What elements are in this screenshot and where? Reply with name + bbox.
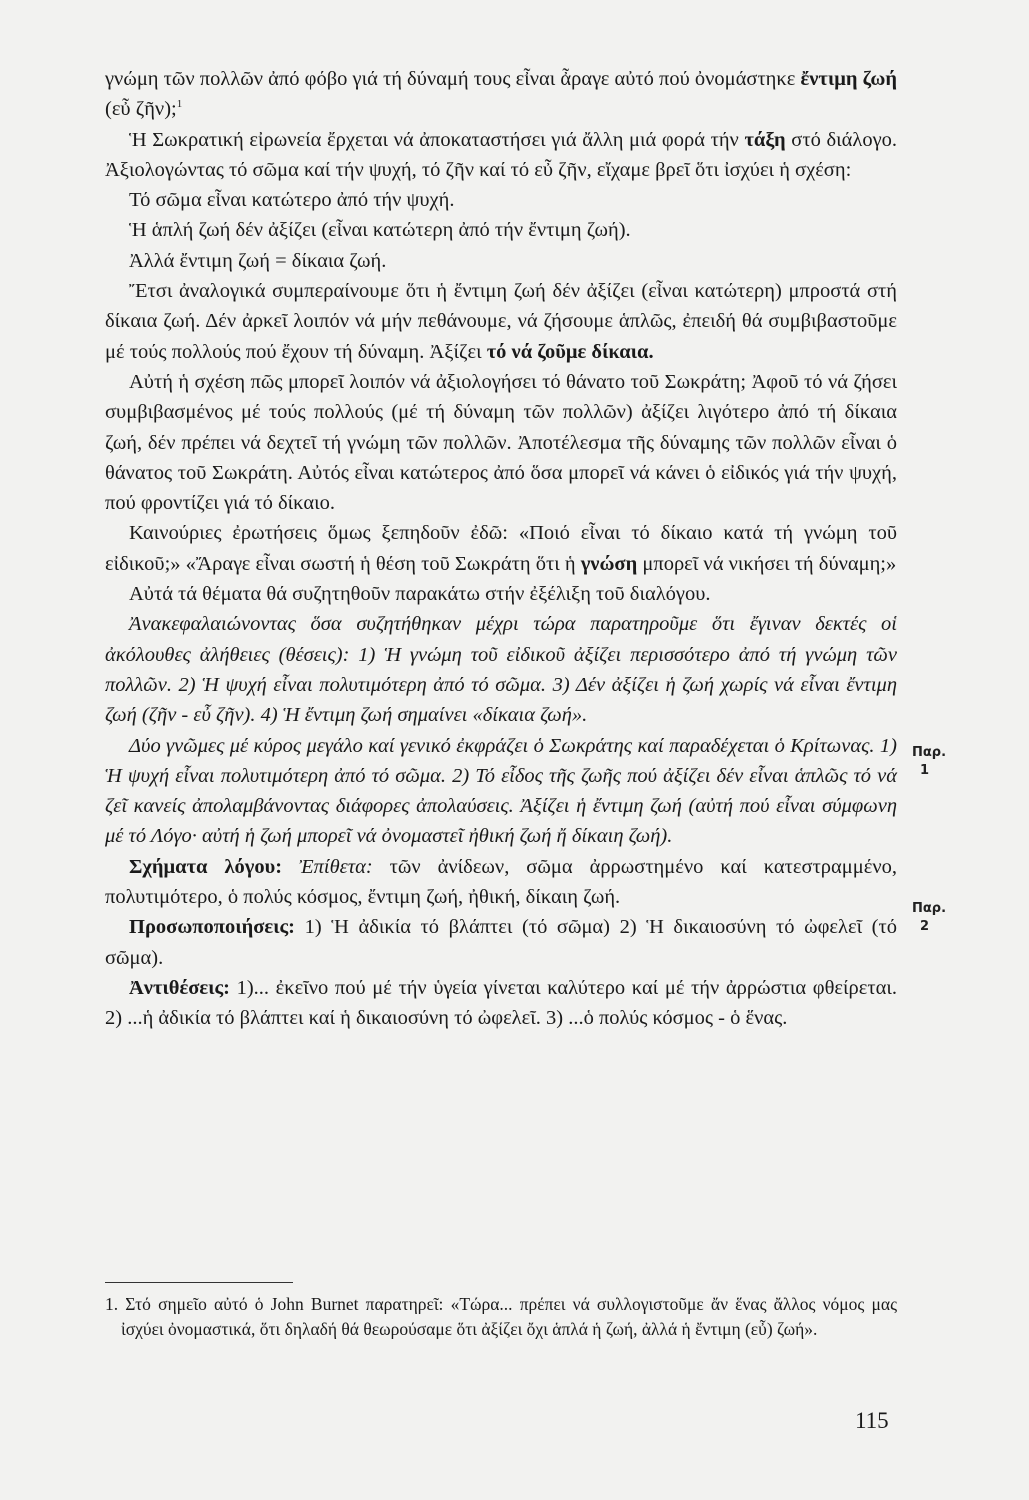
- relation-1: Τό σῶμα εἶναι κατώτερο ἀπό τήν ψυχή.: [129, 189, 455, 212]
- opinions-paragraph: [105, 731, 897, 852]
- main-text: [105, 64, 897, 1034]
- footnote-divider: [105, 1282, 293, 1283]
- text-run: μπορεῖ νά νικήσει τή δύναμη;»: [637, 552, 897, 575]
- margin-number: 2: [920, 919, 930, 934]
- paragraph-6: Αὐτά τά θέματα θά συζητηθοῦν παρακάτω στήν ἐξέλιξη τοῦ διαλόγου.: [129, 583, 711, 606]
- paragraph-4: Αὐτή ἡ σχέση πῶς μπορεῖ λοιπόν νά ἀξιολογήσει τό θάνατο τοῦ Σωκράτη; Ἀφοῦ τό νά ζήσει συμβιβασμένος μέ τούς πολλούς (μέ τή δύναμη τῶν πολλῶν) ἀξίζει λιγότερο ἀπό τή δίκαια ζωή, δέν πρέπει νά δεχτεῖ τή γνώμη τῶν πολλῶν. Ἀποτέλεσμα τῆς δύναμης τῶν πολλῶν εἶναι ὁ θάνατος τοῦ Σωκράτη. Αὐτός εἶναι κατώτερος ἀπό ὅσα μπορεῖ νά κάνει ὁ εἰδικός γιά τήν ψυχή, πού φροντίζει γιά τό δίκαιο.: [105, 370, 897, 515]
- bold-term: τάξη: [744, 128, 786, 151]
- text-run: (εὖ ζῆν);: [105, 98, 177, 121]
- margin-number: 1: [920, 763, 930, 778]
- bold-term: τό νά ζοῦμε δίκαια.: [486, 340, 654, 363]
- text-run: στό διάλογο. Ἀξιολογώντας τό σῶμα καί τήν ψυχή, τό ζῆν καί τό εὖ ζῆν, εἴχαμε βρεῖ ὅτι ἰσχύει ἡ σχέση:: [105, 128, 897, 181]
- bold-term: ἔντιμη ζωή: [800, 68, 897, 90]
- section-label: Σχήματα λόγου:: [129, 855, 283, 878]
- text-run: γνώμη τῶν πολλῶν ἀπό φόβο γιά τή δύναμή τους εἶναι ἆραγε αὐτό πού ὀνομάστηκε: [105, 68, 801, 90]
- section-label: Προσωποποιήσεις:: [129, 916, 296, 939]
- text-run: Ἡ Σωκρατική εἰρωνεία ἔρχεται νά ἀποκαταστήσει γιά ἄλλη μιά φορά τήν: [129, 128, 745, 151]
- text-run: 1) Ἡ ἀδικία τό βλάπτει (τό σῶμα) 2) Ἡ δικαιοσύνη τό ὠφελεῖ (τό σῶμα).: [105, 916, 897, 969]
- summary-paragraph: [105, 609, 897, 730]
- text-run: Ἔτσι ἀναλογικά συμπεραίνουμε ὅτι ἡ ἔντιμη ζωή δέν ἀξίζει (εἶναι κατώτερη) μπροστά στή δίκαια ζωή. Δέν ἀρκεῖ λοιπόν νά μήν πεθάνουμε, νά ζήσουμε ἁπλῶς, ἐπειδή θά συμβιβαστοῦμε μέ τούς πολλούς πού ἔχουν τή δύναμη. Ἀξίζει: [105, 280, 897, 363]
- italic-text: Δύο γνῶμες μέ κύρος μεγάλο καί γενικό ἐκφράζει ὁ Σωκράτης καί παραδέχεται ὁ Κρίτωνας. 1) Ἡ ψυχή εἶναι πολυτιμότερη ἀπό τό σῶμα. 2) Τό εἶδος τῆς ζωῆς πού ἀξίζει δέν εἶναι ἁπλῶς τό νά ζεῖ κανείς ἀπολαμβάνοντας διάφορες ἀπολαύσεις. Ἀξίζει ἡ ἔντιμη ζωή (αὐτή πού εἶναι σύμφωνη μέ τό Λόγο· αὐτή ἡ ζωή μπορεῖ νά ὀνομαστεῖ ἠθική ζωή ἤ δίκαιη ζωή).: [105, 734, 897, 848]
- text-run: Καινούριες ἐρωτήσεις ὅμως ξεπηδοῦν ἐδῶ: «Ποιό εἶναι τό δίκαιο κατά τή γνώμη τοῦ εἰδικοῦ;» «Ἄραγε εἶναι σωστή ἡ θέση τοῦ Σωκράτη ὅτι ἡ: [105, 522, 897, 575]
- relation-3: Ἀλλά ἔντιμη ζωή = δίκαια ζωή.: [129, 249, 387, 272]
- page-number: 115: [855, 1408, 889, 1433]
- paragraph-5: [105, 518, 897, 579]
- text-run: 1)... ἐκεῖνο πού μέ τήν ὑγεία γίνεται καλύτερο καί μέ τήν ἀρρώστια φθείρεται. 2) ...ἡ ἀδικία τό βλάπτει καί ἡ δικαιοσύνη τό ὠφελεῖ. 3) ...ὁ πολύς κόσμος - ὁ ἕνας.: [105, 976, 897, 1030]
- antitheses: [105, 973, 897, 1034]
- margin-label: Παρ.: [912, 745, 947, 760]
- margin-label: Παρ.: [912, 901, 947, 916]
- paragraph-1: [105, 64, 897, 125]
- section-label: Ἀντιθέσεις:: [129, 976, 230, 999]
- paragraph-3: [105, 276, 897, 367]
- personifications: [105, 912, 897, 973]
- footnote-ref[interactable]: 1: [176, 98, 183, 111]
- figures-of-speech: [105, 852, 897, 913]
- relation-2: Ἡ ἁπλή ζωή δέν ἀξίζει (εἶναι κατώτερη ἀπό τήν ἔντιμη ζωή).: [129, 219, 631, 242]
- margin-note-2: [912, 900, 972, 936]
- footnote-text: 1. Στό σημεῖο αὐτό ὁ John Burnet παρατηρεῖ: «Τώρα... πρέπει νά συλλογιστοῦμε ἄν ἕνας ἄλλος νόμος μας ἰσχύει ὀνομαστικά, ὅτι δηλαδή θά θεωρούσαμε ὅτι ἀξίζει ὄχι ἁπλά ἡ ζωή, ἀλλά ἡ ἔντιμη (εὖ) ζωή».: [105, 1294, 897, 1339]
- italic-label: Ἐπίθετα:: [299, 855, 373, 878]
- paragraph-2: [105, 125, 897, 186]
- bold-term: γνώση: [580, 552, 638, 575]
- margin-note-1: [912, 744, 972, 780]
- footnote: [105, 1292, 897, 1341]
- italic-text: Ἀνακεφαλαιώνοντας ὅσα συζητήθηκαν μέχρι τώρα παρατηροῦμε ὅτι ἔγιναν δεκτές οἱ ἀκόλουθες ἀλήθειες (θέσεις): 1) Ἡ γνώμη τοῦ εἰδικοῦ ἀξίζει περισσότερο ἀπό τή γνώμη τῶν πολλῶν. 2) Ἡ ψυχή εἶναι πολυτιμότερη ἀπό τό σῶμα. 3) Δέν ἀξίζει ἡ ζωή χωρίς νά εἶναι ἔντιμη ζωή (ζῆν - εὖ ζῆν). 4) Ἡ ἔντιμη ζωή σημαίνει «δίκαια ζωή».: [105, 613, 897, 727]
- text-run: τῶν ἀνίδεων, σῶμα ἀρρωστημένο καί κατεστραμμένο, πολυτιμότερο, ὁ πολύς κόσμος, ἔντιμη ζωή, ἠθική, δίκαιη ζωή.: [105, 855, 898, 909]
